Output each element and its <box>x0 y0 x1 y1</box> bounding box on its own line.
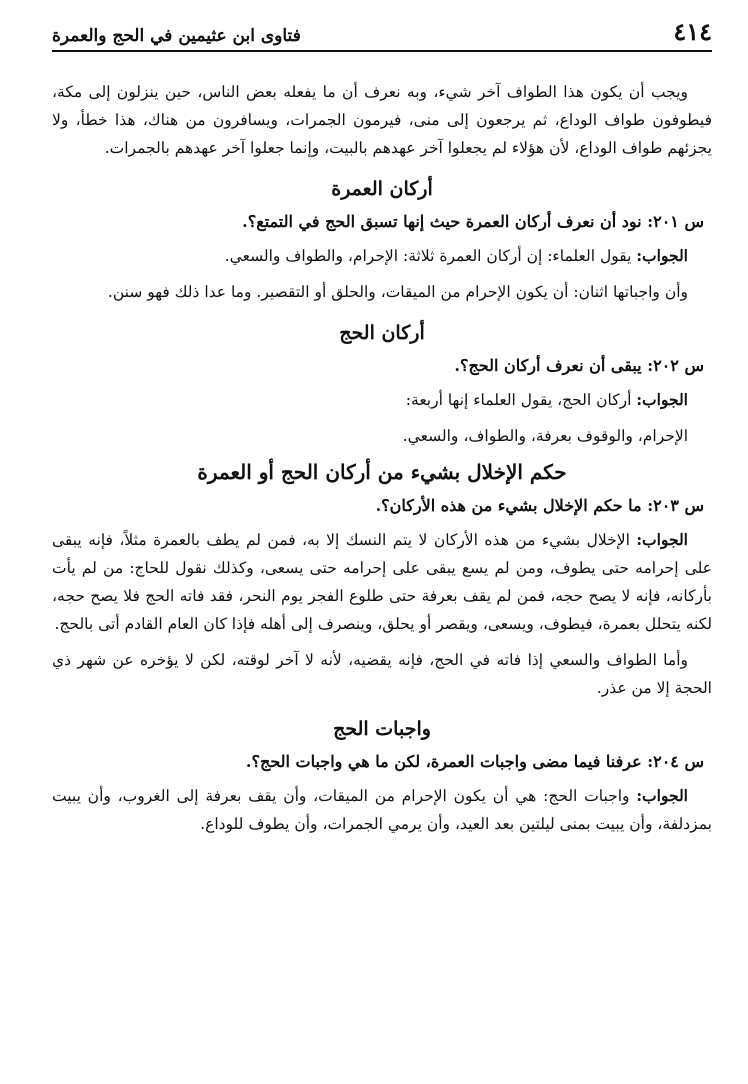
umrah-obligations-paragraph: وأن واجباتها اثنان: أن يكون الإحرام من الميقات، والحلق أو التقصير. وما عدا ذلك فهو سنن. <box>107 283 688 301</box>
hajj-pillars-list: الإحرام، والوقوف بعرفة، والطواف، والسعي. <box>402 427 688 445</box>
section-heading-hajj-obligations: واجبات الحج <box>333 718 431 740</box>
page-content <box>52 78 712 838</box>
section-heading-hajj-pillars: أركان الحج <box>339 322 425 344</box>
book-page <box>52 12 712 1072</box>
answer-text: واجبات الحج: هي أن يكون الإحرام من الميقات، وأن يقف بعرفة إلى الغروب، وأن يبيت بمزدلفة، وأن يبيت بمنى ليلتين بعد العيد، وأن يرمي الجمرات، وأن يطوف للوداع. <box>52 787 712 833</box>
answer-text: يقول العلماء: إن أركان العمرة ثلاثة: الإحرام، والطواف والسعي. <box>224 247 637 265</box>
question-201: س ٢٠١: نود أن نعرف أركان العمرة حيث إنها تسبق الحج في التمتع؟. <box>242 212 704 231</box>
section-heading-breach-ruling: حكم الإخلال بشيء من أركان الحج أو العمرة <box>197 460 567 484</box>
answer-202 <box>52 386 712 414</box>
tawaf-sai-paragraph: وأما الطواف والسعي إذا فاته في الحج، فإنه يقضيه، لأنه لا آخر لوقته، لكن لا يؤخره عن شهر ذي الحجة إلا من عذر. <box>52 651 712 697</box>
answer-label: الجواب: <box>636 530 688 549</box>
section-heading-umrah-pillars: أركان العمرة <box>331 178 433 200</box>
question-203: س ٢٠٣: ما حكم الإخلال بشيء من هذه الأركان؟. <box>375 496 704 515</box>
answer-label: الجواب: <box>636 390 688 409</box>
answer-label: الجواب: <box>636 786 688 805</box>
answer-203 <box>52 526 712 638</box>
question-204: س ٢٠٤: عرفنا فيما مضى واجبات العمرة، لكن ما هي واجبات الحج؟. <box>245 752 704 771</box>
page-header <box>52 12 712 52</box>
answer-201 <box>52 242 712 270</box>
answer-text: أركان الحج، يقول العلماء إنها أربعة: <box>405 391 637 409</box>
answer-label: الجواب: <box>636 246 688 265</box>
running-title: فتاوى ابن عثيمين في الحج والعمرة <box>52 26 301 46</box>
answer-text: الإخلال بشيء من هذه الأركان لا يتم النسك إلا به، فمن لم يطف بالعمرة مثلاً، فإنه يبقى على إحرامه حتى يطوف، ومن لم يسع يبقى على إحرامه حتى يسعى، وكذلك نقول للحاج: من لم يأت بأركانه، فإنه لا يصح حجه، فمن لم يقف بعرفة حتى طلوع الفجر يوم النحر، فقد فاته الحج فلا يصح حجه، لكنه يتحلل بعمرة، فيطوف، ويسعى، ويقصر أو يحلق، وينصرف إلى أهله فإذا كان العام القادم أتى بالحج. <box>52 531 712 633</box>
page-number: ٤١٤ <box>673 17 712 46</box>
intro-paragraph: ويجب أن يكون هذا الطواف آخر شيء، وبه نعرف أن ما يفعله بعض الناس، حين ينزلون إلى مكة، فيطوفون طواف الوداع، ثم يرجعون إلى منى، فيرمون الجمرات، ويسافرون من هناك، هذا خطأ، ولا يجزئهم طواف الوداع، لأن هؤلاء لم يجعلوا آخر عهدهم بالبيت، وإنما جعلوا آخر عهدهم بالجمرات. <box>52 83 712 157</box>
answer-204 <box>52 782 712 838</box>
question-202: س ٢٠٢: يبقى أن نعرف أركان الحج؟. <box>454 356 704 375</box>
